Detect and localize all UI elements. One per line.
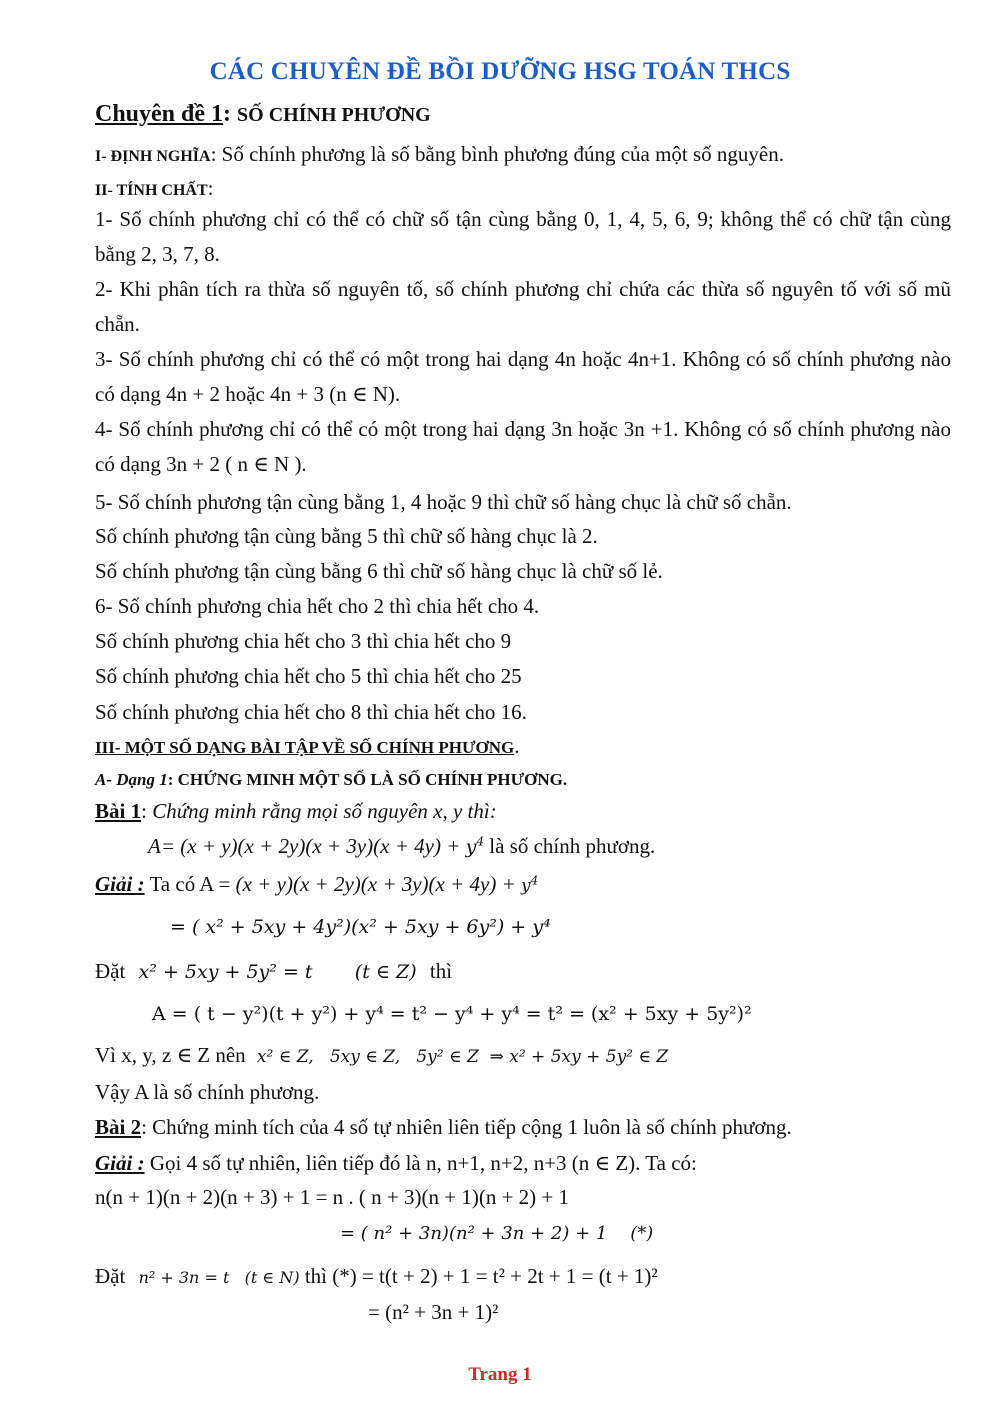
solution-1-text: Ta có A =: [144, 872, 236, 896]
properties-heading: [95, 174, 213, 205]
exercise-2-label: Bài 2: [95, 1115, 142, 1139]
property-5c: Số chính phương tận cùng bằng 6 thì chữ số hàng chục là chữ số lẻ.: [95, 559, 663, 583]
exercise-1-label: Bài 1: [95, 799, 142, 823]
type1-heading: [95, 764, 567, 794]
properties-colon: :: [207, 176, 214, 200]
solution-2-text: Gọi 4 số tự nhiên, liên tiếp đó là n, n+1, n+2, n+3 (n ∈ Z). Ta có:: [144, 1151, 697, 1175]
solution-2-line: [95, 1149, 697, 1177]
type1-text: : CHỨNG MINH MỘT SỐ LÀ SỐ CHÍNH PHƯƠNG.: [167, 770, 568, 789]
substitution-2-then: thì (*) = t(t + 2) + 1 = t² + 2t + 1 = (t + 1)²: [299, 1264, 658, 1288]
properties-label: II- TÍNH CHẤT: [95, 182, 208, 199]
property-6b: Số chính phương chia hết cho 3 thì chia hết cho 9: [95, 629, 512, 653]
substitution-line: [95, 957, 452, 986]
solution-2-step2: = ( n² + 3n)(n² + 3n + 2) + 1 (*): [340, 1223, 654, 1244]
exercise-1-expression: [148, 832, 655, 861]
because-text: Vì x, y, z ∈ Z nên: [95, 1043, 246, 1067]
property-6a: 6- Số chính phương chia hết cho 2 thì chia hết cho 4.: [95, 594, 540, 618]
property-6c: Số chính phương chia hết cho 5 thì chia hết cho 25: [95, 664, 522, 688]
chapter-separator: :: [223, 101, 238, 127]
exercises-dot: .: [514, 734, 520, 758]
solution-2-step1: n(n + 1)(n + 2)(n + 3) + 1 = n . ( n + 3)(n + 1)(n + 2) + 1: [95, 1185, 570, 1209]
substitution-label: Đặt: [95, 959, 126, 983]
substitution-2-label: Đặt: [95, 1264, 126, 1288]
page-number: Trang 1: [468, 1364, 532, 1385]
definition-text: : Số chính phương là số bằng bình phương đúng của một số nguyên.: [210, 142, 784, 166]
substitution-expression: x² + 5xy + 5y² = t (t ∈ Z): [138, 961, 417, 983]
definition-line: [95, 140, 784, 171]
solution-2-label: Giải :: [95, 1151, 145, 1175]
because-line: [95, 1041, 668, 1071]
y4-term: $y^4$: [465, 834, 484, 858]
chapter-label: Chuyên đề 1: [95, 101, 224, 127]
exercise-1-text: Chứng minh rằng mọi số nguyên x, y thì:: [152, 799, 497, 823]
exercise-1-statement: [95, 797, 497, 825]
type1-label: A- Dạng 1: [95, 770, 168, 789]
property-2: 2- Khi phân tích ra thừa số nguyên tố, số chính phương chỉ chứa các thừa số nguyên tố với số mũ chẵn.: [95, 277, 951, 336]
solution-2-step4: = (n² + 3n + 1)²: [368, 1300, 499, 1324]
solution-1-conclusion: Vậy A là số chính phương.: [95, 1080, 320, 1104]
solution-1-line: [95, 870, 538, 900]
expression-tail: là số chính phương.: [484, 834, 656, 858]
property-1: 1- Số chính phương chỉ có thể có chữ số tận cùng bằng 0, 1, 4, 5, 6, 9; không thể có chữ tận cùng bằng 2, 3, 7, 8.: [95, 207, 951, 266]
substitution-then: thì: [429, 959, 453, 983]
solution-1-label: Giải :: [95, 872, 145, 896]
solution-1-expression: (x + y)(x + 2y)(x + 3y)(x + 4y) +: [235, 872, 516, 896]
exercise-2-statement: [95, 1113, 792, 1141]
solution-1-step3: A = ( t − y²)(t + y²) + y⁴ = t² − y⁴ + y⁴ = t² = (x² + 5xy + 5y²)²: [152, 1003, 752, 1025]
property-4: 4- Số chính phương chỉ có thể có một trong hai dạng 3n hoặc 3n +1. Không có số chính phương nào có dạng 3n + 2 ( n ∈ N ).: [95, 417, 951, 476]
chapter-heading: [95, 100, 431, 129]
solution-1-step2: = ( x² + 5xy + 4y²)(x² + 5xy + 6y²) + y⁴: [170, 916, 551, 938]
chapter-name: SỐ CHÍNH PHƯƠNG: [237, 104, 431, 126]
exercise-1-colon: :: [141, 799, 153, 823]
substitution-2-expression: n² + 3n = t (t ∈ N): [138, 1268, 300, 1287]
because-expression: x² ∈ Z, 5xy ∈ Z, 5y² ∈ Z ⇒ x² + 5xy + 5y² ∈ Z: [256, 1047, 669, 1067]
property-5a: 5- Số chính phương tận cùng bằng 1, 4 hoặc 9 thì chữ số hàng chục là chữ số chẵn.: [95, 490, 792, 514]
expression-a: A= (x + y)(x + 2y)(x + 3y)(x + 4y) +: [148, 834, 461, 858]
definition-label: I- ĐỊNH NGHĨA: [95, 148, 211, 165]
substitution-2-line: [95, 1262, 658, 1292]
y4-term-2: $y^4$: [521, 873, 539, 896]
property-5b: Số chính phương tận cùng bằng 5 thì chữ số hàng chục là 2.: [95, 524, 598, 548]
property-6d: Số chính phương chia hết cho 8 thì chia hết cho 16.: [95, 700, 527, 724]
exercises-heading: [95, 732, 520, 762]
exercise-2-text: : Chứng minh tích của 4 số tự nhiên liên tiếp cộng 1 luôn là số chính phương.: [141, 1115, 792, 1139]
property-3: 3- Số chính phương chỉ có thể có một trong hai dạng 4n hoặc 4n+1. Không có số chính phương nào có dạng 4n + 2 hoặc 4n + 3 (n ∈ N).: [95, 347, 951, 406]
document-title: CÁC CHUYÊN ĐỀ BỒI DƯỠNG HSG TOÁN THCS: [209, 58, 791, 85]
exercises-label: III- MỘT SỐ DẠNG BÀI TẬP VỀ SỐ CHÍNH PHƯƠNG: [95, 738, 515, 757]
